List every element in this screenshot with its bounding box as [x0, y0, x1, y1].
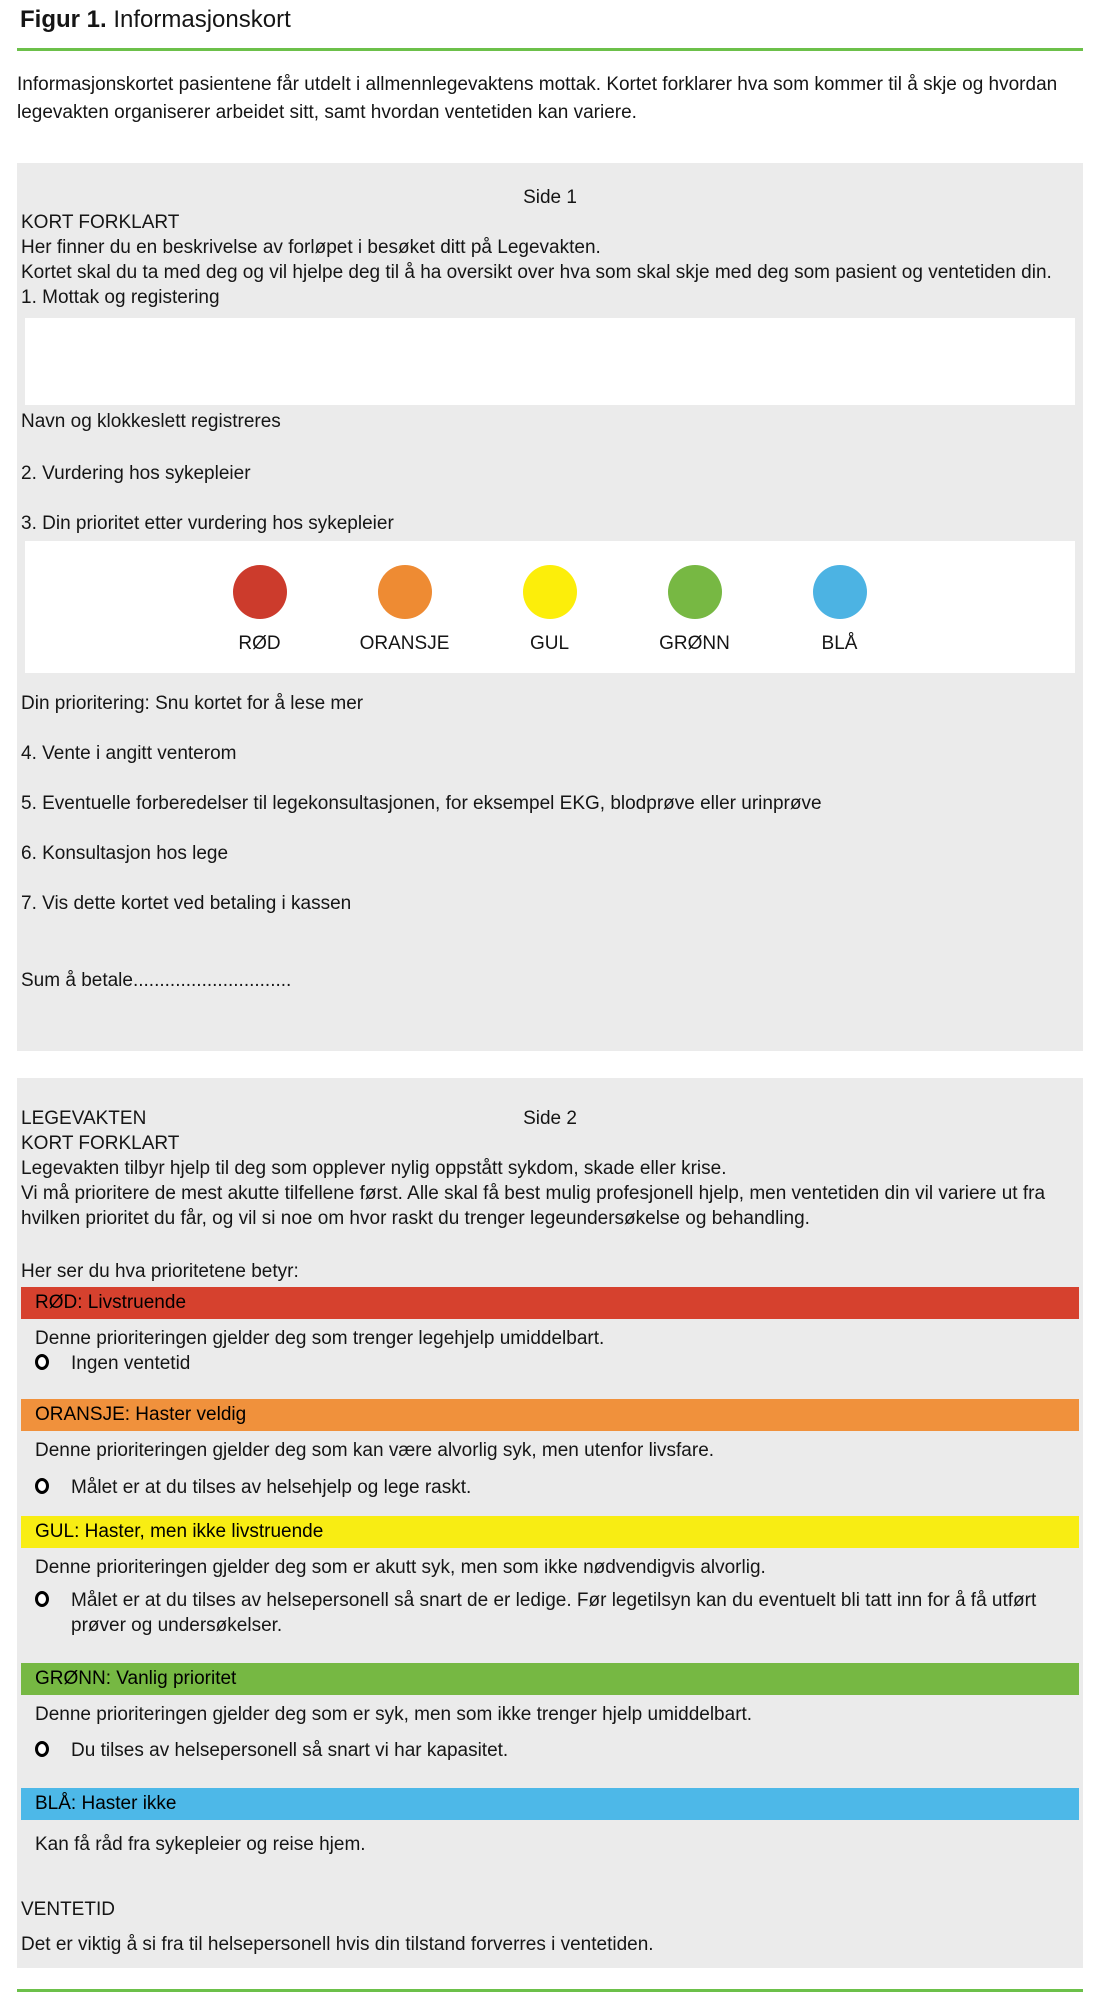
- priority-bar-blue: BLÅ: Haster ikke: [21, 1788, 1079, 1820]
- priority-bullet-green: [21, 1738, 1079, 1763]
- ventetid-text: Det er viktig å si fra til helsepersonell hvis din tilstand forverres i ventetiden.: [21, 1934, 654, 1955]
- priority-label-green: GRØNN: [659, 633, 730, 654]
- side1-heading: KORT FORKLART: [21, 212, 180, 233]
- side2-header-row: [21, 1106, 1079, 1131]
- bottom-divider-rule: [17, 1989, 1083, 1992]
- priority-circle-blue: [813, 565, 867, 619]
- priority-circle-green: [668, 565, 722, 619]
- priority-col-gul: [477, 541, 622, 655]
- priority-desc-blue: Kan få råd fra sykepleier og reise hjem.: [35, 1834, 366, 1855]
- priority-desc-red: Denne prioriteringen gjelder deg som trenger legehjelp umiddelbart.: [35, 1328, 605, 1349]
- side1-page-label: Side 1: [523, 187, 577, 208]
- side1-step6: 6. Konsultasjon hos lege: [21, 843, 229, 864]
- figure-caption: [20, 6, 1083, 34]
- side1-step1: 1. Mottak og registering: [21, 287, 220, 308]
- side2-paragraph2: Vi må prioritere de mest akutte tilfellene først. Alle skal få best mulig profesjonell hjelp, men ventetiden din vil variere ut fra hvilken prioritet du får, og vil si noe om hvor raskt du trenger legeundersøkelse og behandling.: [21, 1183, 1046, 1229]
- priority-bullet-green-text: Du tilses av helsepersonell så snart vi har kapasitet.: [71, 1740, 509, 1761]
- priority-bullet-orange-text: Målet er at du tilses av helsehjelp og lege raskt.: [71, 1477, 472, 1498]
- priority-bar-orange: ORANSJE: Haster veldig: [21, 1399, 1079, 1431]
- side1-step5: 5. Eventuelle forberedelser til legekonsultasjonen, for eksempel EKG, blodprøve eller urinprøve: [21, 793, 822, 814]
- priority-circle-orange: [378, 565, 432, 619]
- priority-bar-green: GRØNN: Vanlig prioritet: [21, 1663, 1079, 1695]
- priority-section-blue: [21, 1788, 1079, 1857]
- priority-bullet-orange: [21, 1475, 1079, 1500]
- reception-illustration-placeholder: [25, 318, 1075, 405]
- figure-label: Figur 1.: [20, 6, 107, 33]
- side1-step7: 7. Vis dette kortet ved betaling i kassen: [21, 893, 352, 914]
- ring-bullet-icon: [35, 1591, 49, 1607]
- priority-bar-yellow: GUL: Haster, men ikke livstruende: [21, 1516, 1079, 1548]
- side1-intro-line1: Her finner du en beskrivelse av forløpet i besøket ditt på Legevakten.: [21, 237, 601, 258]
- priority-desc-orange: Denne prioriteringen gjelder deg som kan være alvorlig syk, men utenfor livsfare.: [35, 1440, 715, 1461]
- information-card-side2: [17, 1078, 1083, 1968]
- side1-step2: 2. Vurdering hos sykepleier: [21, 463, 251, 484]
- priority-desc-yellow: Denne prioriteringen gjelder deg som er akutt syk, men som ikke nødvendigvis alvorlig.: [35, 1557, 766, 1578]
- priority-bullet-red: [21, 1351, 1079, 1376]
- priority-section-green: [21, 1663, 1079, 1763]
- ventetid-heading: VENTETID: [21, 1899, 115, 1920]
- side2-paragraph1: Legevakten tilbyr hjelp til deg som opplever nylig oppstått sykdom, skade eller krise.: [21, 1158, 727, 1179]
- side1-step1-note: Navn og klokkeslett registreres: [21, 411, 281, 432]
- priority-col-gronn: [622, 541, 767, 655]
- priority-label-blue: BLÅ: [821, 633, 858, 654]
- side1-intro-line2: Kortet skal du ta med deg og vil hjelpe deg til å ha oversikt over hva som skal skje med deg som pasient og ventetiden din.: [21, 262, 1052, 283]
- priority-bullet-red-text: Ingen ventetid: [71, 1353, 191, 1374]
- priority-section-orange: [21, 1399, 1079, 1500]
- priority-section-yellow: [21, 1516, 1079, 1638]
- priority-circles-panel: [25, 541, 1075, 673]
- information-card-side1: [17, 163, 1083, 1051]
- side2-lead: Her ser du hva prioritetene betyr:: [21, 1261, 299, 1282]
- figure-description: Informasjonskortet pasientene får utdelt i allmennlegevaktens mottak. Kortet forklarer hva som kommer til å skje og hvordan legevakten organiserer arbeidet sitt, samt hvordan ventetiden kan variere.: [17, 74, 1058, 123]
- top-divider-rule: [17, 48, 1083, 51]
- side1-step3: 3. Din prioritet etter vurdering hos sykepleier: [21, 513, 394, 534]
- priority-label-orange: ORANSJE: [359, 633, 450, 654]
- priority-circle-red: [233, 565, 287, 619]
- side2-org-name: LEGEVAKTEN: [21, 1108, 147, 1129]
- priority-section-red: [21, 1287, 1079, 1376]
- side2-page-label: Side 2: [523, 1108, 577, 1129]
- side1-step3-note: Din prioritering: Snu kortet for å lese mer: [21, 693, 364, 714]
- priority-bullet-yellow-text: Målet er at du tilses av helsepersonell så snart de er ledige. Før legetilsyn kan du eventuelt bli tatt inn for å få utført prøver og undersøkelser.: [71, 1590, 1037, 1636]
- figure-title: Informasjonskort: [113, 6, 291, 33]
- side1-sum-line: Sum å betale..............................: [21, 970, 292, 991]
- ring-bullet-icon: [35, 1354, 49, 1370]
- ring-bullet-icon: [35, 1478, 49, 1494]
- priority-col-rod: [187, 541, 332, 655]
- priority-desc-green: Denne prioriteringen gjelder deg som er syk, men som ikke trenger hjelp umiddelbart.: [35, 1704, 753, 1725]
- priority-label-yellow: GUL: [529, 633, 570, 654]
- priority-bar-red: RØD: Livstruende: [21, 1287, 1079, 1319]
- priority-col-bla: [767, 541, 912, 655]
- priority-circle-yellow: [523, 565, 577, 619]
- priority-label-red: RØD: [238, 633, 281, 654]
- side2-heading: KORT FORKLART: [21, 1133, 180, 1154]
- priority-col-oransje: [332, 541, 477, 655]
- priority-bullet-yellow: [21, 1588, 1079, 1638]
- side1-step4: 4. Vente i angitt venterom: [21, 743, 237, 764]
- ring-bullet-icon: [35, 1741, 49, 1757]
